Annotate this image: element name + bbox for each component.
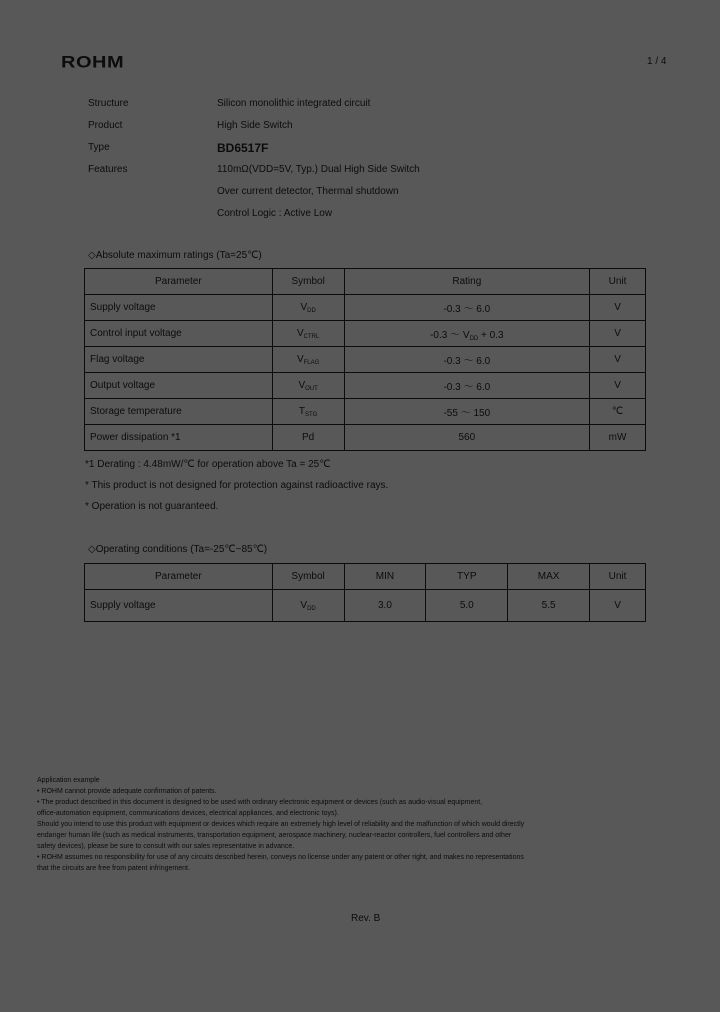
cell-min: 3.0 <box>344 590 426 622</box>
cell-parameter: Power dissipation *1 <box>85 425 273 451</box>
cell-unit: V <box>590 295 646 321</box>
application-line: • ROHM assumes no responsibility for use of any circuits described herein, conveys no license under any patent or other right, and makes no representations <box>37 854 524 861</box>
cell-parameter: Supply voltage <box>85 295 273 321</box>
info-row-type <box>88 142 488 164</box>
table-row <box>85 399 646 425</box>
cell-symbol: $V_{CTRL}$ <box>272 321 344 347</box>
cell-parameter: Supply voltage <box>85 590 273 622</box>
header-symbol: Symbol <box>272 269 344 295</box>
cell-typ: 5.0 <box>426 590 508 622</box>
cell-rating: -0.3 ～ $V_{DD} + 0.3$ <box>344 321 589 347</box>
table-row <box>85 425 646 451</box>
note-guarantee: * Operation is not guaranteed. <box>85 501 219 512</box>
op-cond-table <box>84 563 646 622</box>
note-radiation: * This product is not designed for protection against radioactive rays. <box>85 480 389 491</box>
application-line: • The product described in this document is designed to be used with ordinary electronic equipment or devices (such as audio-visual equipment, <box>37 799 483 806</box>
info-value: 110mΩ(VDD=5V, Typ.) Dual High Side Switch <box>217 164 420 175</box>
header-rating: Rating <box>344 269 589 295</box>
info-label: Structure <box>88 98 129 109</box>
application-line: office-automation equipment, communications devices, electrical appliances, and electronic toys). <box>37 810 339 817</box>
info-value: High Side Switch <box>217 120 293 131</box>
product-info <box>88 98 488 230</box>
abs-max-title: ◇Absolute maximum ratings (Ta=25℃) <box>88 250 262 261</box>
notes <box>85 454 388 517</box>
cell-symbol: $T_{STG}$ <box>272 399 344 425</box>
note-derating: *1 Derating : 4.48mW/℃ for operation above Ta = 25℃ <box>85 459 331 470</box>
cell-unit: V <box>590 321 646 347</box>
application-title: Application example <box>37 777 100 784</box>
header-typ: TYP <box>426 564 508 590</box>
table-row <box>85 321 646 347</box>
page-number: 1 / 4 <box>647 56 667 67</box>
application-line: that the circuits are free from patent infringement. <box>37 865 190 872</box>
cell-rating: -0.3 ～ 6.0 <box>344 295 589 321</box>
application-notes <box>37 775 647 874</box>
cell-rating: -0.3 ～ 6.0 <box>344 347 589 373</box>
application-line: • ROHM cannot provide adequate confirmation of patents. <box>37 788 217 795</box>
cell-unit: V <box>590 347 646 373</box>
cell-symbol: $V_{FLAG}$ <box>272 347 344 373</box>
rohm-logo: ROHM <box>61 53 125 72</box>
cell-rating: 560 <box>344 425 589 451</box>
table-row <box>85 590 646 622</box>
cell-rating: -55 ～ 150 <box>344 399 589 425</box>
info-value: Control Logic : Active Low <box>217 208 333 219</box>
table-header-row <box>85 269 646 295</box>
info-row-features <box>88 164 488 186</box>
info-value: Silicon monolithic integrated circuit <box>217 98 371 109</box>
cell-unit: mW <box>590 425 646 451</box>
table-row <box>85 373 646 399</box>
table-row <box>85 347 646 373</box>
header-symbol: Symbol <box>272 564 344 590</box>
info-label: Product <box>88 120 123 131</box>
header-min: MIN <box>344 564 426 590</box>
info-label: Type <box>88 142 110 153</box>
table-row <box>85 295 646 321</box>
cell-parameter: Flag voltage <box>85 347 273 373</box>
cell-parameter: Storage temperature <box>85 399 273 425</box>
cell-parameter: Output voltage <box>85 373 273 399</box>
cell-symbol: $V_{OUT}$ <box>272 373 344 399</box>
revision: Rev. B <box>351 913 381 924</box>
application-line: endanger human life (such as medical instruments, transportation equipment, aerospace machinery, nuclear-reactor controllers, fuel controllers and other <box>37 832 512 839</box>
header-unit: Unit <box>590 269 646 295</box>
cell-parameter: Control input voltage <box>85 321 273 347</box>
op-cond-title: ◇Operating conditions (Ta=-25℃~85℃) <box>88 544 268 555</box>
table-header-row <box>85 564 646 590</box>
cell-max: 5.5 <box>508 590 590 622</box>
cell-symbol: $V_{DD}$ <box>272 295 344 321</box>
info-value: Over current detector, Thermal shutdown <box>217 186 399 197</box>
abs-max-table <box>84 268 646 451</box>
cell-rating: -0.3 ～ 6.0 <box>344 373 589 399</box>
cell-unit: V <box>590 590 646 622</box>
application-line: Should you intend to use this product with equipment or devices which require an extremely high level of reliability and the malfunction of which would directly <box>37 821 525 828</box>
info-row-structure <box>88 98 488 120</box>
info-row-feature-3 <box>88 208 488 230</box>
cell-symbol: Pd <box>272 425 344 451</box>
info-label: Features <box>88 164 128 175</box>
info-row-feature-2 <box>88 186 488 208</box>
header-parameter: Parameter <box>85 564 273 590</box>
cell-unit: ℃ <box>590 399 646 425</box>
header-max: MAX <box>508 564 590 590</box>
cell-symbol: $V_{DD}$ <box>272 590 344 622</box>
application-line: safety devices), please be sure to consult with our sales representative in advance. <box>37 843 295 850</box>
info-row-product <box>88 120 488 142</box>
header-unit: Unit <box>590 564 646 590</box>
cell-unit: V <box>590 373 646 399</box>
header-parameter: Parameter <box>85 269 273 295</box>
info-value-type: BD6517F <box>217 141 269 155</box>
